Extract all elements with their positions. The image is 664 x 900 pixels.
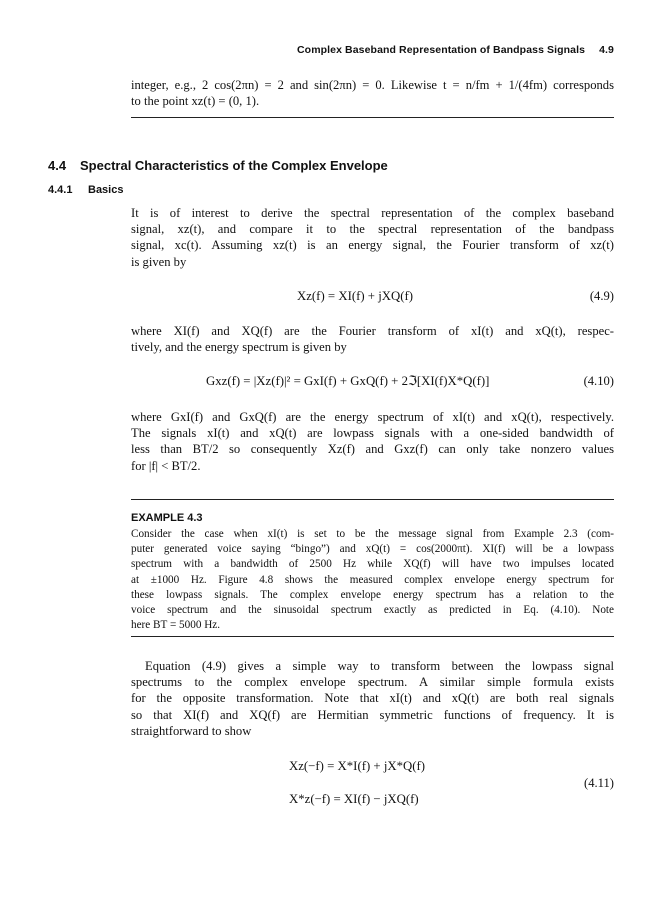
section-divider	[131, 117, 614, 118]
section-title: Spectral Characteristics of the Complex Envelope	[80, 158, 388, 173]
example-line: Consider the case when xI(t) is set to be the message signal from Example 2.3 (com-	[131, 528, 614, 540]
top-paragraph-line: to the point xz(t) = (0, 1).	[131, 94, 260, 109]
page-number: 4.9	[599, 44, 614, 56]
subsection-number: 4.4.1	[48, 184, 73, 196]
paragraph-line: Equation (4.9) gives a simple way to transform between the lowpass signal	[145, 659, 614, 673]
paragraph-line: is given by	[131, 254, 187, 269]
paragraph-line: for |f| < BT/2.	[131, 458, 201, 473]
equation-number-4-10: (4.10)	[583, 374, 614, 388]
example-top-rule	[131, 499, 614, 500]
paragraph-line: signal, xz(t), and compare it to the spectral representation of the bandpass	[131, 222, 614, 237]
paragraph-line: tively, and the energy spectrum is given by	[131, 340, 347, 355]
paragraph-4	[131, 658, 614, 739]
paragraph-line: so that XI(f) and XQ(f) are Hermitian symmetric functions of frequency. It is	[131, 707, 614, 722]
example-line: voice spectrum and the sinusoidal spectrum exactly as predicted in Eq. (4.10). Note	[131, 604, 614, 617]
running-header-title: Complex Baseband Representation of Bandpass Signals	[297, 44, 586, 56]
paragraph-line: It is of interest to derive the spectral representation of the complex baseband	[131, 206, 614, 220]
equation-number-4-9: (4.9)	[589, 289, 614, 303]
example-bottom-rule	[131, 636, 614, 637]
example-body	[131, 527, 614, 633]
example-title: EXAMPLE 4.3	[131, 512, 203, 524]
subsection-heading	[48, 184, 123, 196]
paragraph-line: where GxI(f) and GxQ(f) are the energy spectrum of xI(t) and xQ(t), respectively.	[131, 410, 614, 424]
equation-number-4-11: (4.11)	[584, 776, 614, 790]
example-line: here BT = 5000 Hz.	[131, 619, 221, 632]
top-paragraph-line: integer, e.g., 2 cos(2πn) = 2 and sin(2πn) = 0. Likewise t = n/fm + 1/(4fm) corresponds	[131, 78, 614, 92]
example-line: at ±1000 Hz. Figure 4.8 shows the measured complex envelope energy spectrum for	[131, 573, 614, 586]
paragraph-1	[131, 205, 614, 270]
paragraph-line: less than BT/2 so consequently Xz(f) and Gxz(f) can only take nonzero values	[131, 442, 614, 457]
paragraph-line: The signals xI(t) and xQ(t) are lowpass signals with a one-sided bandwidth of	[131, 426, 614, 441]
example-line: spectrum with a bandwidth of 2500 Hz while XQ(f) will have two impulses located	[131, 558, 614, 571]
equation-4-10: Gxz(f) = |Xz(f)|² = GxI(f) + GxQ(f) + 2ℑ[XI(f)X*Q(f)]	[206, 374, 490, 388]
equation-4-11-line-2: X*z(−f) = XI(f) − jXQ(f)	[289, 792, 419, 806]
running-header	[297, 44, 614, 56]
subsection-title: Basics	[88, 184, 124, 196]
section-number: 4.4	[48, 158, 67, 173]
paragraph-line: straightforward to show	[131, 723, 252, 738]
paragraph-line: where XI(f) and XQ(f) are the Fourier transform of xI(t) and xQ(t), respec-	[131, 324, 614, 338]
paragraph-line: signal, xc(t). Assuming xz(t) is an energy signal, the Fourier transform of xz(t)	[131, 238, 614, 253]
example-line: puter generated voice saying “bingo”) and xQ(t) = cos(2000πt). XI(f) will be a lowpass	[131, 543, 614, 556]
paragraph-line: for the opposite transformation. Note that xI(t) and xQ(t) are both real signals	[131, 691, 614, 706]
paragraph-line: spectrums to the complex envelope spectrum. A similar simple formula exists	[131, 675, 614, 690]
top-paragraph	[131, 77, 614, 109]
example-line: these lowpass signals. The complex envelope energy spectrum has a relation to the	[131, 588, 614, 601]
equation-4-9: Xz(f) = XI(f) + jXQ(f)	[297, 289, 414, 303]
equation-4-11-line-1: Xz(−f) = X*I(f) + jX*Q(f)	[289, 759, 426, 773]
paragraph-3	[131, 409, 614, 474]
section-heading	[48, 158, 388, 173]
paragraph-2	[131, 323, 614, 355]
